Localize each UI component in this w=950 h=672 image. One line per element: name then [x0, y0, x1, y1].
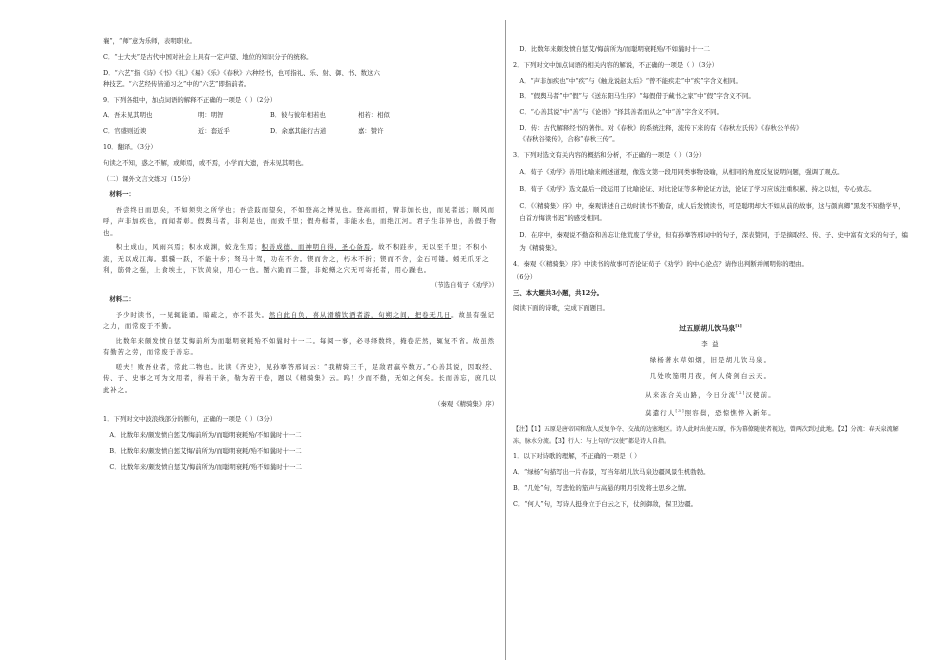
poem-line-3-note-ref: [2] [736, 389, 746, 395]
pq1-option-a: A．“绿杨”句描写出一片春景，写当年胡儿饮马泉边疆风景生机勃勃。 [513, 468, 710, 477]
m2-p1-start: 予少时读书，一见辄能诵。暗疏之，亦不甚失。 [115, 311, 269, 320]
column-divider [505, 20, 506, 660]
material-1-source: （节选自荀子《劝学》） [430, 280, 498, 289]
question-10: 10．翻译。（3分） [103, 142, 157, 151]
poem-line-4-end: 照容鬓，恐惊憔悴入新年。 [684, 409, 776, 418]
q1-option-a: A．比数年来/颇发愤自惩艾/悔前所为/而聪明衰耗殆/不如曩时十一二 [109, 430, 302, 439]
poem-line-1: 绿杨著水草如烟，旧是胡儿饮马泉。 [649, 355, 772, 364]
q9-options-row1 [103, 110, 498, 121]
q2-option-d-line2: 《春秋谷梁传》，合称“春秋三传”。 [519, 135, 619, 144]
poem-title-note-ref: [1] [735, 322, 742, 328]
option-d-line1: D．“六艺”指《诗》《书》《礼》《易》《乐》《春秋》六种经书，也可指礼、乐、射、御、书、数这六 [103, 68, 380, 77]
m1-p2-start: 积土成山，风雨兴焉；积水成渊，蛟龙生焉； [115, 243, 262, 252]
option-d [103, 68, 498, 90]
material-2-paragraph-3: 嗟夫！败吾业者，常此二物也。比读《齐史》，见孙搴答邢词云：“我精骑三千，足敌君羸卒数万。”心善其说，因取经、传、子、史事之可为文用者，得若干条，勒为若干卷，题以《精骑集》云。呜！少而不勤，无如之何矣。长而善忘，庶几以此补之。 [103, 363, 497, 394]
text-line: 襄”，“师”意为乐师，表明职业。 [103, 37, 196, 45]
pq1-option-c: C．“何人”句，写诗人挺身立于白云之下，仗剑御敌，保卫边疆。 [513, 499, 697, 508]
poem-line-3-start: 从来冻合关山路，今日分流 [645, 390, 737, 399]
poem-line-4 [513, 405, 908, 419]
q9-option-c: C．官盛则近谀 [103, 127, 147, 136]
material-1-paragraph-2 [103, 242, 498, 276]
q3-option-c: C．《〈精骑集〉序》中，秦观讲述自己幼时读书不勤奋，成人后发愤读书，可是聪明却大不如从前的故事，这与颜真卿“黑发不知勤学早，白首方悔读书迟”的感受相同。 [519, 201, 905, 223]
poem-line-2: 几处吹笳明月夜，何人倚剑白云天。 [649, 371, 772, 380]
question-4: 4．秦观《〈精骑集〉序》中读书的故事可否论证荀子《劝学》的中心论点？请作出判断并阐明你的理由。 [513, 259, 808, 268]
question-9: 9．下列各组中，加点词语的解释不正确的一项是（ ）（2分） [103, 95, 277, 104]
m2-p1-rest: 。故虽有强记之力，而常废于不勤。 [103, 311, 495, 331]
question-4-points: （6分） [513, 272, 537, 281]
q2-option-b: B．“假舆马者”中“假”与《送东阳马生序》“每假借于藏书之家”中“假”字含义不同。 [519, 92, 755, 101]
q9-option-c-gloss: 近：套近乎 [198, 127, 230, 136]
poem-line-3 [513, 387, 908, 401]
q1-option-d: D．比数年来颇发愤自惩艾/悔前所为/而聪明衰耗殆/不如曩时十一二 [519, 45, 710, 53]
material-1-paragraph-1: 吾尝终日而思矣，不如须臾之所学也；吾尝跂而望矣，不如登高之博见也。登高而招，臂非加长也，而见者远；顺风而呼，声非加疾也，而闻者彰。假舆马者，非利足也，而致千里；假舟楫者，非能水也，而绝江河。君子生非异也，善假于物也。 [103, 206, 497, 237]
q2-option-d [513, 123, 908, 145]
right-column [513, 44, 908, 515]
m2-underlined-sentence: 然自此自负，喜从滑稽饮酒者游，旬朔之间，把卷无几日 [268, 311, 452, 320]
q9-option-d: D．余嘉其能行古道 [270, 127, 327, 136]
poem-author: 李 益 [701, 340, 720, 349]
material-2-source: （秦观《精骑集》序） [434, 400, 498, 409]
q1-option-b: B．比数年来/颇发愤自惩艾悔/前所为/而聪明衰耗/殆不如曩时十一二 [109, 446, 302, 455]
m1-underlined-sentence: 积善成德，而神明自得，圣心备焉 [261, 243, 371, 252]
section-3-instructions: 阅读下面的诗歌，完成下面题目。 [513, 304, 609, 313]
option-c: C．“士大夫”是古代中国对社会上具有一定声望、地位的知识分子的统称。 [103, 52, 313, 61]
poem-title [513, 320, 908, 334]
q9-option-b: B．彼与彼年相若也 [270, 111, 326, 120]
poem-title-text: 过五原胡儿饮马泉 [679, 322, 736, 332]
material-1-label: 材料一： [109, 190, 135, 199]
section-2-heading: （二）课外文言文练习（15分） [103, 174, 195, 183]
section-3-heading: 三、本大题共3小题，共12分。 [513, 288, 604, 297]
q9-option-a: A．吾未见其明也 [103, 111, 153, 120]
poem-line-3-end: 汉使前。 [745, 390, 776, 399]
q3-option-b: B．荀子《劝学》选文最后一段运用了比喻论证、对比论证等多种论证方法，论证了学习应该注重积累、持之以恒，专心致志。 [519, 184, 876, 193]
poem-question-1: 1．以下对诗歌的理解，不正确的一项是（ ） [513, 452, 641, 461]
q3-option-a: A．荀子《劝学》善用比喻来阐述道理，像选文第一段用同类事物设喻，从相同的角度反复说明问题，强调了观点。 [519, 167, 844, 176]
q9-option-b-gloss: 相若：相似 [358, 111, 390, 120]
q2-option-d-line1: D．传：古代解释经书的著作。对《春秋》的系统注释，流传下来的有《春秋左氏传》《春秋公羊传》 [519, 123, 803, 132]
poem-line-4-start: 莫遣行人 [645, 409, 676, 418]
material-2-label: 材料二： [109, 295, 135, 304]
question-3: 3．下列对选文有关内容的概括和分析，不正确的一项是（ ）（3分） [513, 150, 706, 159]
pq1-option-b: B．“几处”句，写悲怆的笳声与高悬的明月引发将士思乡之情。 [513, 483, 691, 492]
question-1: 1．下列对文中波浪线部分的断句，正确的一项是（ ）（3分） [103, 415, 277, 424]
poem-line-4-note-ref: [3] [675, 408, 685, 414]
q9-option-a-gloss: 明：明智 [198, 111, 224, 120]
left-column [103, 36, 498, 477]
q2-option-c: C．“心善其说”中“善”与《论语》“择其善者而从之”中“善”字含义不同。 [519, 108, 723, 117]
q9-options-row2 [103, 126, 498, 137]
q3-option-d: D．在序中，秦观说不勤奋和善忘让他荒废了学业，但有孙搴答邢词中的句子，深表赞同，于是摘取经、传、子、史中富有文采的句子，编为《精骑集》。 [519, 231, 908, 252]
q9-option-d-gloss: 嘉：赞许 [358, 127, 384, 136]
m1-p2-rest: 。故不积跬步，无以至千里；不积小流，无以成江海。骐骥一跃，不能十步；驽马十驾，功在不舍。锲而舍之，朽木不折；锲而不舍，金石可镂。蚓无爪牙之利，筋骨之强，上食埃土，下饮黄泉，用心一也。蟹六跪而二螯，非蛇鳝之穴无可寄托者，用心躁也。 [103, 243, 490, 274]
material-2-paragraph-2: 比数年来颇发愤自惩艾悔前所为而聪明衰耗殆不如曩时十一二。每阅一事，必寻绎数终，掩卷茫然，辄复不省。故虽然有勤苦之劳，而常废于善忘。 [103, 337, 495, 357]
poem-notes: 【注】【1】五原是唐帝国和敌人反复争夺、交战的边塞地区。诗人此时出使五原，作为幕僚随使者视边，曾两次到过此地。【2】分流：春天泉流解冻，脉水分流。【3】行人：与上句的“汉使”都是诗人自指。 [513, 426, 899, 445]
material-2-paragraph-1 [103, 310, 498, 332]
option-d-line2: 种技艺。“六艺经传皆通习之”中的“六艺”即指前者。 [103, 79, 251, 88]
question-2: 2．下列对文中加点词语的相关内容的解说，不正确的一项是（ ）（3分） [513, 60, 719, 69]
q2-option-a: A．“声非加疾也”中“疾”与《触龙说赵太后》“曾不能疾走”中“疾”字含义相同。 [519, 76, 742, 85]
question-10-text: 句读之不知，惑之不解，或师焉，或不焉，小学而大遗，吾未见其明也。 [103, 158, 308, 167]
q1-option-c: C．比数年来/颇发愤自惩艾/悔前所为/而聪明衰耗/殆不如曩时十一二 [109, 462, 302, 471]
